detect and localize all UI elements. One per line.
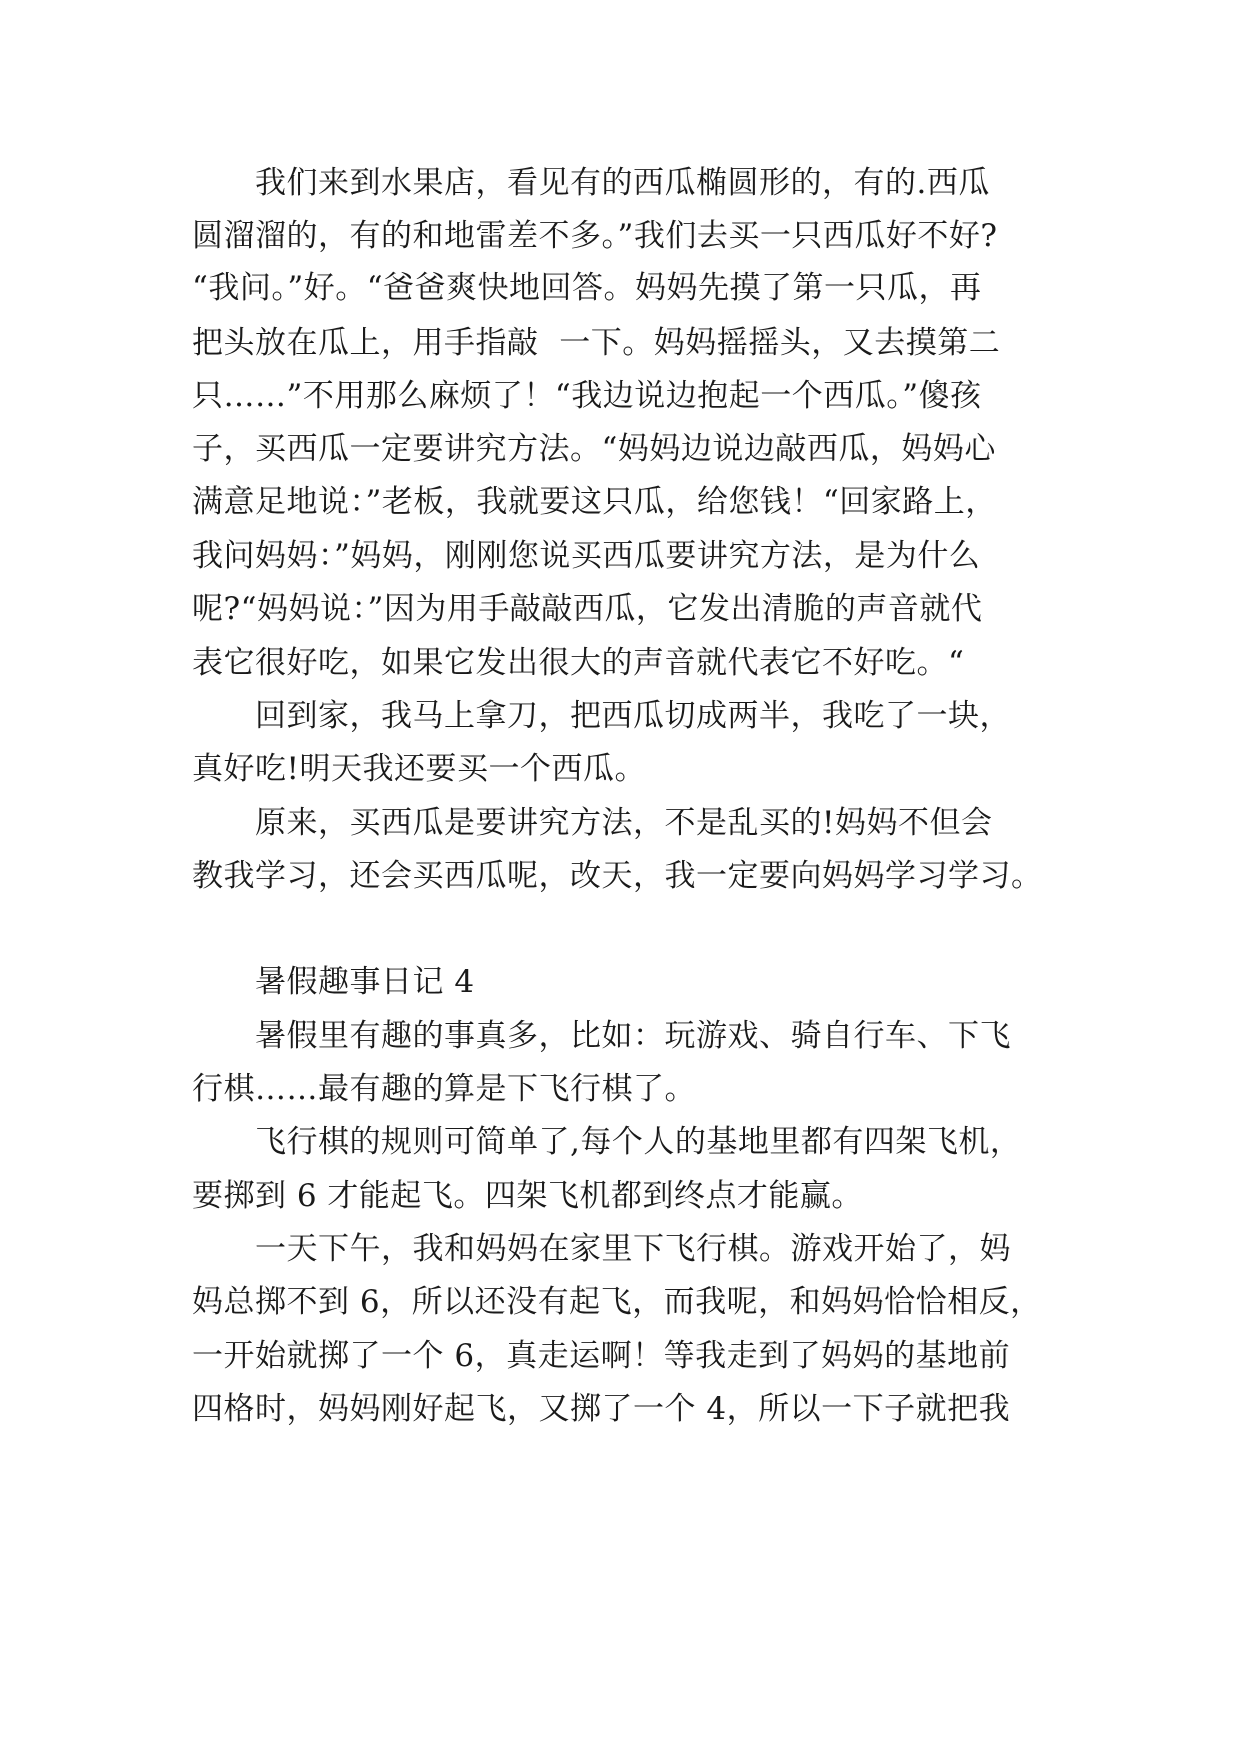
- text-line: 要掷到 6 才能起飞。四架飞机都到终点才能赢。: [192, 1178, 863, 1214]
- text-line: 暑假里有趣的事真多，比如：玩游戏、骑自行车、下飞: [192, 1018, 1011, 1054]
- text-line: 我们来到水果店，看见有的西瓜椭圆形的，有的.西瓜: [192, 165, 990, 201]
- text-line: 呢?“妈妈说：”因为用手敲敲西瓜，它发出清脆的声音就代: [192, 591, 983, 627]
- section-heading: 暑假趣事日记 4: [192, 964, 475, 1000]
- text-line: 妈总掷不到 6，所以还没有起飞，而我呢，和妈妈恰恰相反，: [192, 1284, 1042, 1320]
- text-line: 一天下午，我和妈妈在家里下飞行棋。游戏开始了，妈: [192, 1231, 1011, 1267]
- text-line: 只……”不用那么麻烦了！“我边说边抱起一个西瓜。”傻孩: [192, 378, 982, 414]
- text-line: 原来，买西瓜是要讲究方法，不是乱买的!妈妈不但会: [192, 805, 993, 841]
- text-line: “我问。”好。“爸爸爽快地回答。妈妈先摸了第一只瓜，再: [192, 270, 982, 306]
- text-line: 圆溜溜的，有的和地雷差不多。”我们去买一只西瓜好不好?: [192, 218, 998, 254]
- text-line: 四格时，妈妈刚好起飞，又掷了一个 4，所以一下子就把我: [192, 1391, 1011, 1427]
- text-line: 满意足地说：”老板，我就要这只瓜，给您钱！“回家路上，: [192, 484, 997, 520]
- text-line: 真好吃!明天我还要买一个西瓜。: [192, 751, 646, 787]
- text-line: 飞行棋的规则可简单了,每个人的基地里都有四架飞机，: [192, 1124, 1022, 1160]
- text-line: 回到家，我马上拿刀，把西瓜切成两半，我吃了一块，: [192, 698, 1011, 734]
- text-line: 我问妈妈：”妈妈，刚刚您说买西瓜要讲究方法，是为什么: [192, 538, 981, 574]
- text-line: 教我学习，还会买西瓜呢，改天，我一定要向妈妈学习学习。: [192, 858, 1043, 894]
- text-line: 表它很好吃，如果它发出很大的声音就代表它不好吃。“: [192, 645, 965, 681]
- text-line: 行棋……最有趣的算是下飞行棋了。: [192, 1071, 696, 1107]
- text-line: 把头放在瓜上，用手指敲 一下。妈妈摇摇头，又去摸第二: [192, 325, 1001, 361]
- text-line: 子，买西瓜一定要讲究方法。“妈妈边说边敲西瓜，妈妈心: [192, 431, 996, 467]
- text-line: 一开始就掷了一个 6，真走运啊！等我走到了妈妈的基地前: [192, 1338, 1011, 1374]
